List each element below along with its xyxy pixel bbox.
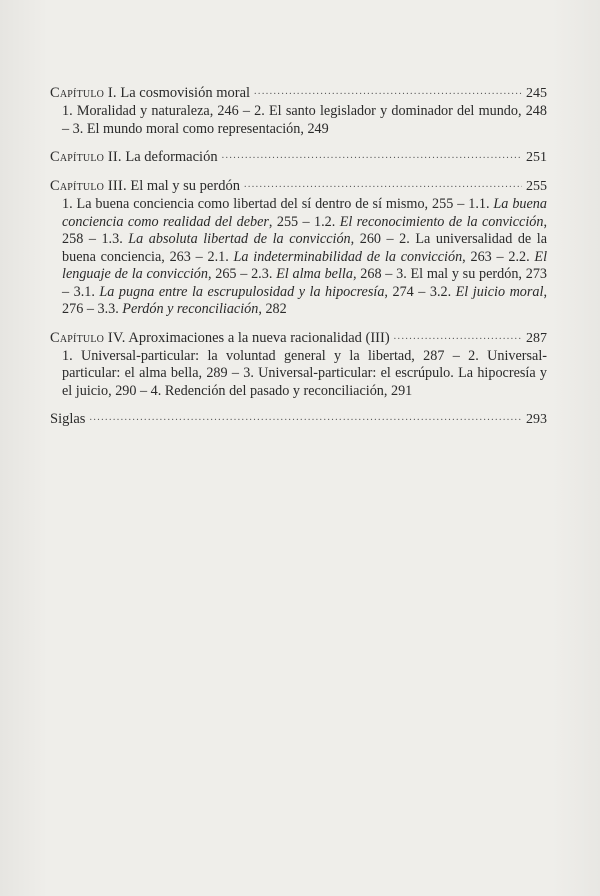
section-title-italic: La buena conciencia como realidad del deber <box>62 196 547 230</box>
section-text: , 274 – 3.2. <box>384 283 456 300</box>
section-title-italic: La absoluta libertad de la convicción <box>128 231 351 247</box>
toc-entry <box>50 177 547 319</box>
chapter-title <box>50 410 85 428</box>
dot-leader <box>394 332 522 342</box>
toc-heading[interactable] <box>50 410 547 429</box>
section-text: 1. Moralidad y naturaleza, 246 – 2. El santo legislador y dominador del mundo, 248 – 3. El mundo moral como representación, 249 <box>62 103 547 137</box>
section-text: , 265 – 2.3. <box>207 266 277 282</box>
chapter-label: Capítulo III. <box>50 178 127 194</box>
toc-heading[interactable] <box>50 84 547 103</box>
section-title-italic: El juicio moral <box>455 283 544 300</box>
chapter-label: Capítulo II. <box>50 149 122 165</box>
toc-entry <box>50 84 547 138</box>
chapter-label: Capítulo IV. <box>50 329 126 346</box>
toc-heading[interactable] <box>50 329 547 348</box>
section-title-italic: La indeterminabilidad de la convicción <box>233 248 463 265</box>
section-list <box>50 348 547 401</box>
section-text: , 255 – 1.2. <box>268 213 340 230</box>
page-number: 293 <box>526 412 547 427</box>
section-list <box>50 196 547 319</box>
section-list <box>50 103 547 138</box>
section-text: , 282 <box>258 301 287 317</box>
section-text: , 260 – 2. La universalidad de la buena conciencia, 263 – 2.1. <box>62 231 548 265</box>
toc-entry <box>50 329 547 401</box>
page-number: 245 <box>526 86 547 101</box>
chapter-name: El mal y su perdón <box>130 178 240 194</box>
section-title-italic: El lenguaje de la convicción <box>62 248 548 282</box>
section-text: , 268 – 3. El mal y su perdón, 273 – 3.1. <box>62 266 548 300</box>
page-number: 287 <box>526 330 547 346</box>
toc-entry <box>50 410 547 429</box>
dot-leader <box>222 151 522 161</box>
toc-heading[interactable] <box>50 177 547 196</box>
section-text: 1. Universal-particular: la voluntad general y la libertad, 287 – 2. Universal-particular: el alma bella, 289 – 3. Universal-particular: el escrúpulo. La hipocresía y el juicio, 290 – 4. Redención del pasado y reconciliación, 291 <box>62 347 547 399</box>
section-text: , 276 – 3.3. <box>62 283 548 317</box>
table-of-contents <box>50 84 547 429</box>
toc-heading[interactable] <box>50 148 547 167</box>
section-title-italic: El reconocimiento de la convicción <box>339 213 544 230</box>
dot-leader <box>254 87 522 97</box>
section-text: 1. La buena conciencia como libertad del sí dentro de sí mismo, 255 – 1.1. <box>62 196 494 212</box>
chapter-label: Capítulo I. <box>50 85 117 101</box>
dot-leader <box>244 180 522 190</box>
chapter-name: La cosmovisión moral <box>120 85 251 101</box>
chapter-title <box>50 84 250 102</box>
section-text: , 258 – 1.3. <box>62 213 547 247</box>
section-title-italic: El alma bella <box>276 266 353 282</box>
chapter-name: Aproximaciones a la nueva racionalidad (III) <box>128 329 390 346</box>
dot-leader <box>89 413 522 423</box>
section-title-italic: La pugna entre la escrupulosidad y la hipocresía <box>99 283 385 300</box>
chapter-title <box>50 329 390 347</box>
chapter-title <box>50 177 240 195</box>
section-text: , 263 – 2.2. <box>462 248 535 265</box>
chapter-name: La deformación <box>125 149 218 165</box>
toc-entry <box>50 148 547 167</box>
page-number: 251 <box>526 150 547 165</box>
chapter-title <box>50 148 218 166</box>
section-title-italic: Perdón y reconciliación <box>122 301 259 317</box>
page-number: 255 <box>526 179 547 194</box>
chapter-name: Siglas <box>50 411 86 427</box>
